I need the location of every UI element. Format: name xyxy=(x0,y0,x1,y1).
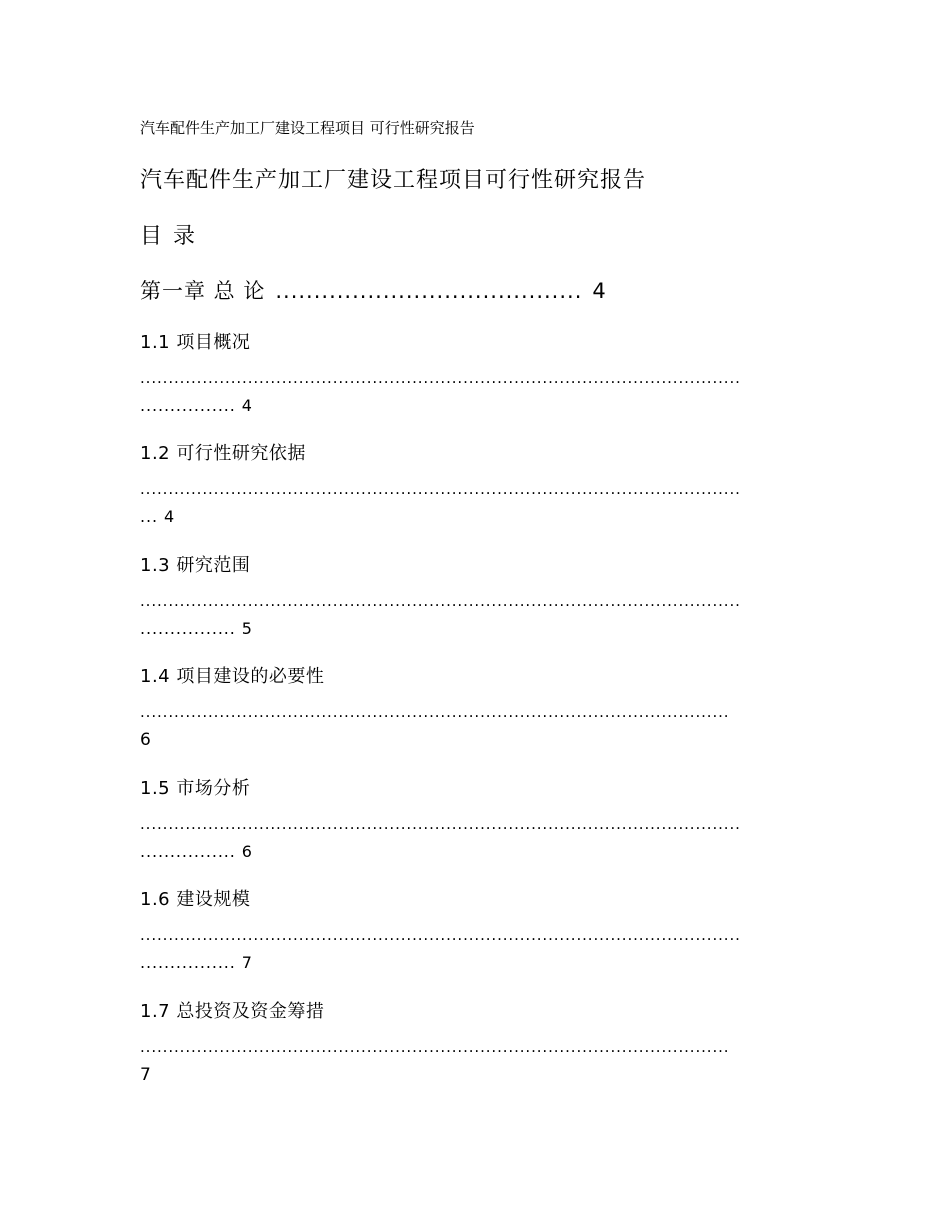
toc-page-number: 7 xyxy=(241,953,253,972)
toc-leader-dots: ........................................................................................................ xyxy=(140,705,730,720)
running-header: 汽车配件生产加工厂建设工程项目 可行性研究报告 xyxy=(140,119,475,137)
toc-entry-title: 1.1 项目概况 xyxy=(140,332,251,353)
toc-leader-dots: ................ xyxy=(140,953,236,972)
toc-entry-tail xyxy=(140,398,253,414)
toc-heading: 目 录 xyxy=(140,224,197,249)
toc-leader-dots: .......................................................................................................... xyxy=(140,928,741,943)
toc-entry-title: 1.7 总投资及资金筹措 xyxy=(140,1001,325,1022)
toc-leader-dots: ........................................ xyxy=(275,279,583,303)
toc-page-number: 4 xyxy=(163,507,176,526)
toc-leader-dots: ........................................................................................................ xyxy=(140,1040,730,1055)
toc-entry-tail xyxy=(140,844,253,860)
toc-leader-dots: ................ xyxy=(140,396,236,415)
toc-page-number: 7 xyxy=(140,1065,151,1085)
toc-leader-dots: ................ xyxy=(140,619,236,638)
toc-entry-title: 1.5 市场分析 xyxy=(140,778,251,799)
toc-entry-tail xyxy=(140,955,253,971)
toc-leader-dots: .......................................................................................................... xyxy=(140,371,741,386)
toc-leader-dots: ... xyxy=(140,507,158,526)
toc-chapter-title: 第一章 总 论 xyxy=(140,279,266,303)
toc-page-number: 6 xyxy=(140,730,151,750)
toc-leader-dots: .......................................................................................................... xyxy=(140,817,741,832)
toc-entry-tail xyxy=(140,621,253,637)
toc-page-number: 6 xyxy=(241,842,253,861)
toc-leader-dots: .......................................................................................................... xyxy=(140,482,741,497)
toc-entry-title: 1.3 研究范围 xyxy=(140,555,251,576)
toc-page-number: 5 xyxy=(241,619,253,638)
toc-entry-title: 1.4 项目建设的必要性 xyxy=(140,666,325,687)
toc-entry-tail xyxy=(140,509,175,525)
toc-leader-dots: .......................................................................................................... xyxy=(140,594,741,609)
document-title: 汽车配件生产加工厂建设工程项目可行性研究报告 xyxy=(140,168,647,193)
toc-page-number: 4 xyxy=(592,279,607,303)
toc-leader-dots: ................ xyxy=(140,842,236,861)
toc-entry-title: 1.6 建设规模 xyxy=(140,889,251,910)
toc-page-number: 4 xyxy=(241,396,253,415)
toc-entry-title: 1.2 可行性研究依据 xyxy=(140,443,306,464)
toc-chapter-1[interactable] xyxy=(140,281,607,302)
